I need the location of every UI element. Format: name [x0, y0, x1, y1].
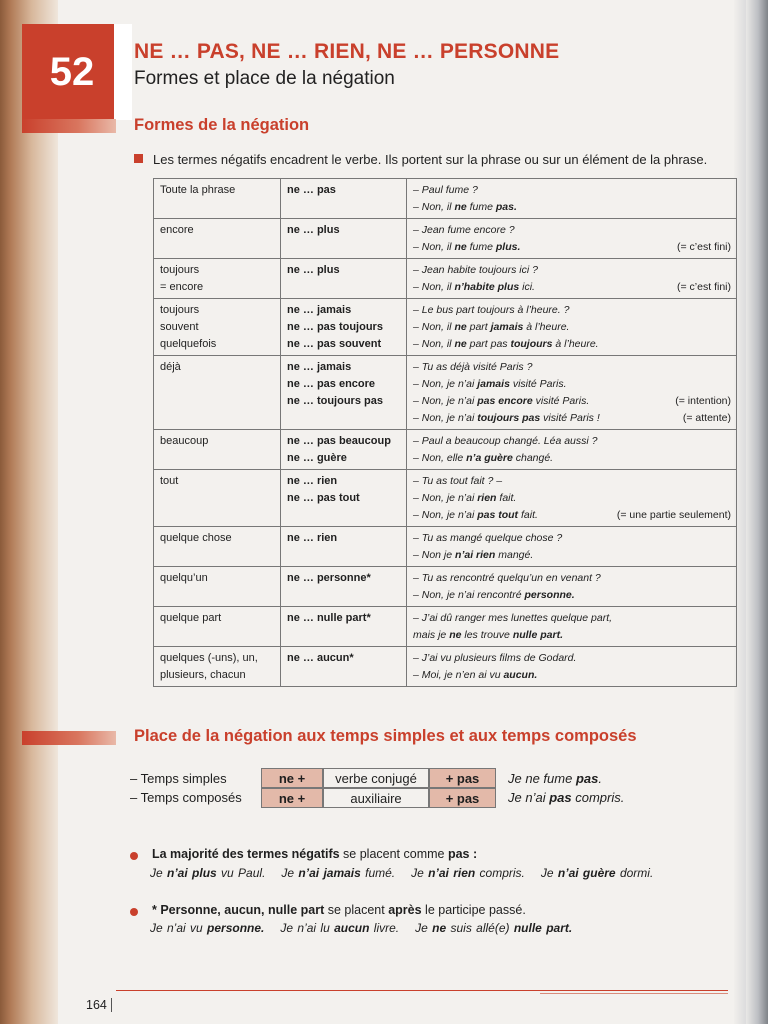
- cell-verb-simple: verbe conjugé: [323, 768, 429, 788]
- round-bullet-icon: [130, 852, 138, 860]
- negation-form-cell: ne … rien ne … pas tout: [281, 470, 407, 527]
- example-line: – Tu as déjà visité Paris ?: [413, 361, 533, 373]
- example-line: – Tu as rencontré quelqu’un en venant ?: [413, 572, 601, 584]
- bullet-examples-after-participle: [150, 921, 588, 935]
- title-band: [114, 24, 132, 120]
- negation-example-cell: [407, 299, 737, 356]
- example-note: (= une partie seulement): [616, 509, 731, 521]
- example-compound: Je n’ai pas compris.: [508, 790, 625, 805]
- negation-example-cell: [407, 219, 737, 259]
- negation-example-cell: [407, 470, 737, 527]
- example-line: – Non, il ne fume plus. (= c’est fini): [413, 239, 731, 256]
- page-number: 164: [82, 998, 112, 1012]
- negation-term-cell: toujours souvent quelquefois: [154, 299, 281, 356]
- example-note: (= c’est fini): [677, 241, 731, 253]
- intro-paragraph: [134, 152, 707, 167]
- example-line: – Tu as mangé quelque chose ?: [413, 532, 563, 544]
- example-line: – Paul a beaucoup changé. Léa aussi ?: [413, 435, 598, 447]
- negation-row: [154, 567, 737, 607]
- round-bullet-icon: [130, 908, 138, 916]
- chapter-number: 52: [49, 49, 95, 94]
- negation-term-cell: encore: [154, 219, 281, 259]
- negation-form-cell: ne … pas: [281, 179, 407, 219]
- example-note: (= c’est fini): [677, 281, 731, 293]
- chapter-subtitle: Formes et place de la négation: [134, 68, 395, 89]
- example-line: – J’ai dû ranger mes lunettes quelque part,: [413, 612, 613, 624]
- negation-term-cell: quelque chose: [154, 527, 281, 567]
- example-line: – Jean fume encore ?: [413, 224, 515, 236]
- chapter-number-box: [22, 24, 114, 120]
- negation-example-cell: [407, 607, 737, 647]
- negation-form-cell: ne … personne*: [281, 567, 407, 607]
- negation-term-cell: déjà: [154, 356, 281, 430]
- example-line: – Non, elle n’a guère changé.: [413, 452, 554, 464]
- example-line: – J’ai vu plusieurs films de Godard.: [413, 652, 577, 664]
- row-label-compound: – Temps composés: [130, 790, 242, 805]
- example-line: – Non, il n’habite plus ici. (= c’est fini): [413, 279, 731, 296]
- example-simple: Je ne fume pas.: [508, 771, 602, 786]
- negation-term-cell: tout: [154, 470, 281, 527]
- page-edge-shadow: [746, 0, 768, 1024]
- footer-rule: [540, 993, 728, 994]
- example-line: – Non, il ne part jamais à l’heure.: [413, 321, 570, 333]
- negation-example-cell: [407, 567, 737, 607]
- negation-example-cell: [407, 356, 737, 430]
- example-line: – Non, je n’ai pas tout fait. (= une partie seulement): [413, 507, 731, 524]
- example-line: – Non, je n’ai toujours pas visité Paris ! (= attente): [413, 410, 731, 427]
- section-marker: [22, 119, 116, 133]
- intro-text: Les termes négatifs encadrent le verbe. Ils portent sur la phrase ou sur un élément de la phrase.: [153, 152, 708, 167]
- negation-row: [154, 356, 737, 430]
- example-line: – Jean habite toujours ici ?: [413, 264, 538, 276]
- negation-forms-table: [153, 178, 737, 687]
- negation-row: [154, 430, 737, 470]
- section-heading-place: Place de la négation aux temps simples et aux temps composés: [134, 727, 637, 745]
- negation-example-cell: [407, 259, 737, 299]
- negation-term-cell: Toute la phrase: [154, 179, 281, 219]
- negation-example-cell: [407, 430, 737, 470]
- square-bullet-icon: [134, 154, 143, 163]
- example-line: – Non, il ne part pas toujours à l’heure.: [413, 338, 599, 350]
- example-line: – Non, il ne fume pas.: [413, 201, 517, 213]
- example-line: – Paul fume ?: [413, 184, 478, 196]
- negation-example-cell: [407, 527, 737, 567]
- negation-row: [154, 299, 737, 356]
- negation-row: [154, 607, 737, 647]
- negation-example-cell: [407, 179, 737, 219]
- section-marker: [22, 731, 116, 745]
- negation-row: [154, 179, 737, 219]
- example-line: – Le bus part toujours à l’heure. ?: [413, 304, 570, 316]
- negation-row: [154, 470, 737, 527]
- example-note: (= attente): [682, 412, 731, 424]
- cell-ne-compound: ne +: [261, 788, 323, 808]
- example-line: – Non, je n’ai rien fait.: [413, 492, 517, 504]
- example-sentence: Je n’ai guère dormi.: [540, 866, 654, 880]
- example-note: (= intention): [675, 395, 731, 407]
- chapter-title: NE … PAS, NE … RIEN, NE … PERSONNE: [134, 40, 560, 63]
- negation-row: [154, 527, 737, 567]
- cell-aux-compound: auxiliaire: [323, 788, 429, 808]
- negation-form-cell: ne … jamais ne … pas encore ne … toujours pas: [281, 356, 407, 430]
- example-line: mais je ne les trouve nulle part.: [413, 629, 564, 641]
- example-line: – Non, je n’ai jamais visité Paris.: [413, 378, 567, 390]
- negation-term-cell: quelque part: [154, 607, 281, 647]
- negation-example-cell: [407, 647, 737, 687]
- negation-term-cell: beaucoup: [154, 430, 281, 470]
- example-line: – Non, je n’ai pas encore visité Paris. (= intention): [413, 393, 731, 410]
- negation-term-cell: toujours = encore: [154, 259, 281, 299]
- bullet-rule-majority: La majorité des termes négatifs se placent comme pas :: [152, 847, 478, 861]
- cell-ne-simple: ne +: [261, 768, 323, 788]
- example-sentence: Je n’ai rien compris.: [411, 866, 525, 880]
- footer-rule: [116, 990, 728, 991]
- bullet-examples-majority: [150, 866, 669, 880]
- negation-form-cell: ne … rien: [281, 527, 407, 567]
- bullet-rule-after-participle: * Personne, aucun, nulle part se placent après le participe passé.: [152, 903, 526, 917]
- row-label-simple: – Temps simples: [130, 771, 227, 786]
- section-heading-forms: Formes de la négation: [134, 116, 310, 134]
- example-line: – Tu as tout fait ? –: [413, 475, 503, 487]
- negation-term-cell: quelques (-uns), un, plusieurs, chacun: [154, 647, 281, 687]
- negation-form-cell: ne … aucun*: [281, 647, 407, 687]
- negation-form-cell: ne … nulle part*: [281, 607, 407, 647]
- example-sentence: Je n’ai plus vu Paul.: [150, 866, 266, 880]
- example-line: – Non, je n’ai rencontré personne.: [413, 589, 575, 601]
- example-line: – Moi, je n’en ai vu aucun.: [413, 669, 538, 681]
- negation-term-cell: quelqu’un: [154, 567, 281, 607]
- example-sentence: Je n’ai lu aucun livre.: [280, 921, 400, 935]
- example-sentence: Je n’ai jamais fumé.: [281, 866, 396, 880]
- example-line: – Non je n’ai rien mangé.: [413, 549, 534, 561]
- example-sentence: Je ne suis allé(e) nulle part.: [415, 921, 573, 935]
- example-sentence: Je n’ai vu personne.: [150, 921, 265, 935]
- negation-row: [154, 647, 737, 687]
- cell-pas-simple: + pas: [429, 768, 496, 788]
- negation-form-cell: ne … pas beaucoup ne … guère: [281, 430, 407, 470]
- negation-row: [154, 259, 737, 299]
- negation-form-cell: ne … plus: [281, 219, 407, 259]
- negation-form-cell: ne … plus: [281, 259, 407, 299]
- cell-pas-compound: + pas: [429, 788, 496, 808]
- negation-form-cell: ne … jamais ne … pas toujours ne … pas souvent: [281, 299, 407, 356]
- book-spine-shadow: [0, 0, 58, 1024]
- negation-row: [154, 219, 737, 259]
